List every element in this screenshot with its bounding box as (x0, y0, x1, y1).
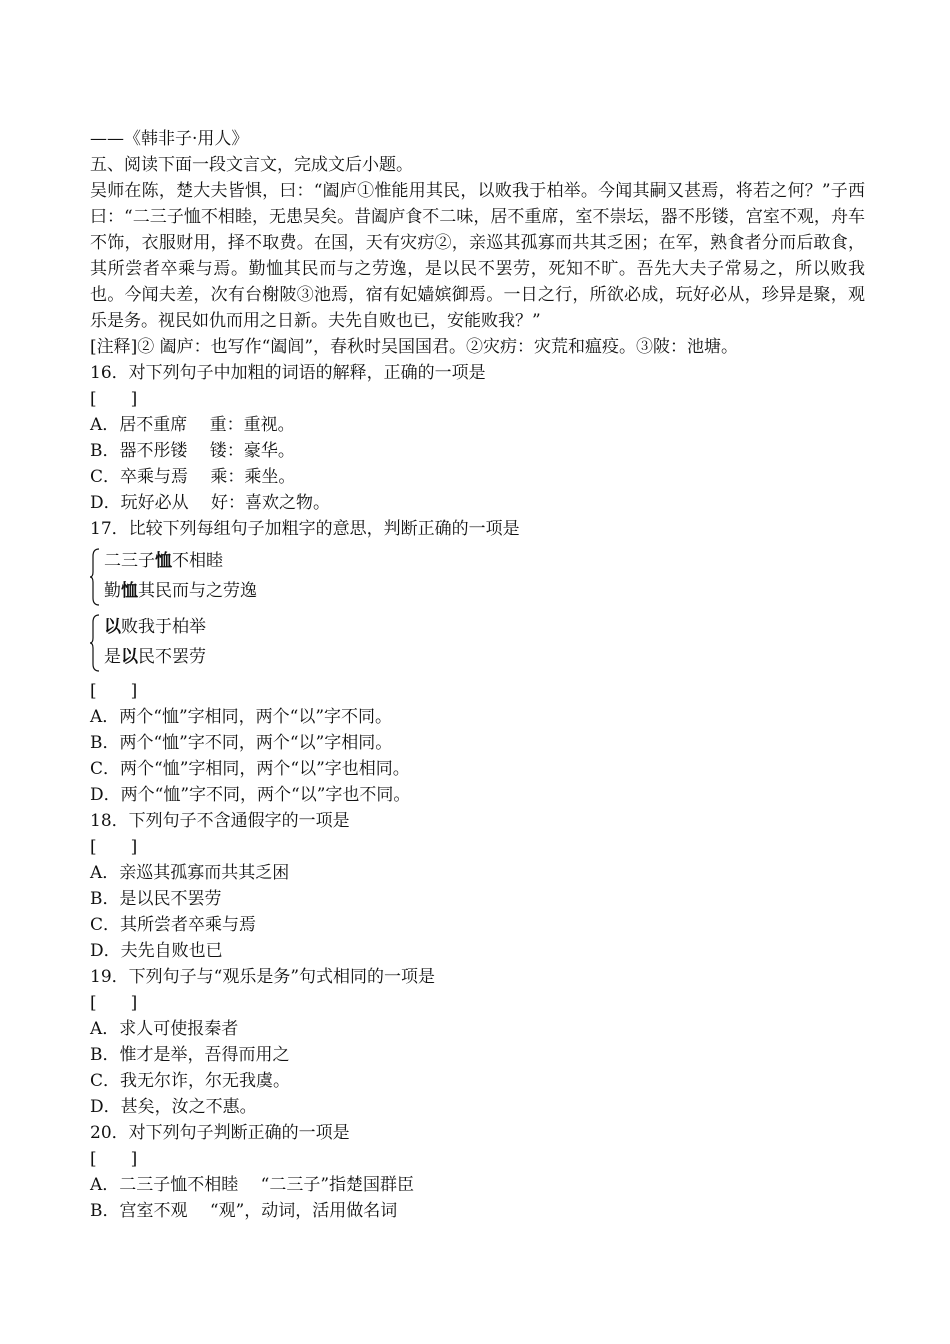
question-19-option-b: B．惟才是举，吾得而用之 (90, 1045, 290, 1065)
question-20-stem: 20．对下列句子判断正确的一项是 (90, 1123, 350, 1143)
question-18-option-a: A．亲巡其孤寡而共其乏困 (90, 863, 290, 883)
left-brace-icon (90, 548, 100, 606)
question-18-answer-bracket: [ ] (90, 837, 138, 857)
question-19-answer-bracket: [ ] (90, 993, 138, 1013)
group-2-sentence-1: 以败我于柏举 (104, 617, 206, 637)
question-20-option-b: B．宫室不观 “观”，动词，活用做名词 (90, 1201, 398, 1221)
question-17-group-1 (90, 546, 865, 606)
group-1-sentence-1: 二三子恤不相睦 (104, 551, 223, 571)
classical-passage: 吴师在陈，楚大夫皆惧，曰：“阖庐①惟能用其民，以败我于柏举。今闻其嗣又甚焉，将若之何？”子西曰：“二三子恤不相睦，无患吴矣。昔阖庐食不二味，居不重席，室不崇坛，器不彤镂，宫室不观，舟车不饰，衣服财用，择不取费。在国，天有灾疠②，亲巡其孤寡而共其乏困；在军，熟食者分而后敢食，其所尝者卒乘与焉。勤恤其民而与之劳逸，是以民不罢劳，死知不旷。吾先大夫子常易之，所以败我也。今闻夫差，次有台榭陂③池焉，宿有妃嫱嫔御焉。一日之行，所欲必成，玩好必从，珍异是聚，观乐是务。视民如仇而用之日新。夫先自败也已，安能败我？” (90, 181, 865, 331)
question-16-answer-bracket: [ ] (90, 389, 138, 409)
question-19-option-c: C．我无尔诈，尔无我虞。 (90, 1071, 291, 1091)
question-19-option-d: D．甚矣，汝之不惠。 (90, 1097, 257, 1117)
question-16-option-a: A．居不重席 重：重视。 (90, 415, 295, 435)
question-20-option-a: A．二三子恤不相睦 “二三子”指楚国群臣 (90, 1175, 415, 1195)
document-page (90, 126, 865, 1224)
question-16-option-c: C．卒乘与焉 乘：乘坐。 (90, 467, 296, 487)
question-18-stem: 18．下列句子不含通假字的一项是 (90, 811, 350, 831)
question-17-group-2 (90, 612, 865, 672)
annotation-note: [注释]② 阖庐：也写作“阖闾”，春秋时吴国国君。②灾疠：灾荒和瘟疫。③陂：池塘。 (90, 337, 739, 357)
left-brace-icon (90, 614, 100, 672)
question-20-answer-bracket: [ ] (90, 1149, 138, 1169)
question-17-option-b: B．两个“恤”字不同，两个“以”字相同。 (90, 733, 393, 753)
question-17-option-c: C．两个“恤”字相同，两个“以”字也相同。 (90, 759, 410, 779)
section-title: 五、阅读下面一段文言文，完成文后小题。 (90, 155, 413, 175)
group-1-sentence-2: 勤恤其民而与之劳逸 (104, 581, 257, 601)
question-18-option-b: B．是以民不罢劳 (90, 889, 222, 909)
question-17-answer-bracket: [ ] (90, 681, 138, 701)
question-16-stem: 16．对下列句子中加粗的词语的解释，正确的一项是 (90, 363, 486, 383)
question-19-option-a: A．求人可使报秦者 (90, 1019, 239, 1039)
question-17-stem: 17．比较下列每组句子加粗字的意思，判断正确的一项是 (90, 519, 520, 539)
source-line: ——《韩非子·用人》 (90, 129, 249, 149)
question-19-stem: 19．下列句子与“观乐是务”句式相同的一项是 (90, 967, 436, 987)
question-17-option-d: D．两个“恤”字不同，两个“以”字也不同。 (90, 785, 411, 805)
question-16-option-d: D．玩好必从 好：喜欢之物。 (90, 493, 331, 513)
question-17-option-a: A．两个“恤”字相同，两个“以”字不同。 (90, 707, 393, 727)
question-16-option-b: B．器不彤镂 镂：豪华。 (90, 441, 295, 461)
question-18-option-d: D．夫先自败也已 (90, 941, 223, 961)
group-2-sentence-2: 是以民不罢劳 (104, 647, 206, 667)
question-18-option-c: C．其所尝者卒乘与焉 (90, 915, 257, 935)
